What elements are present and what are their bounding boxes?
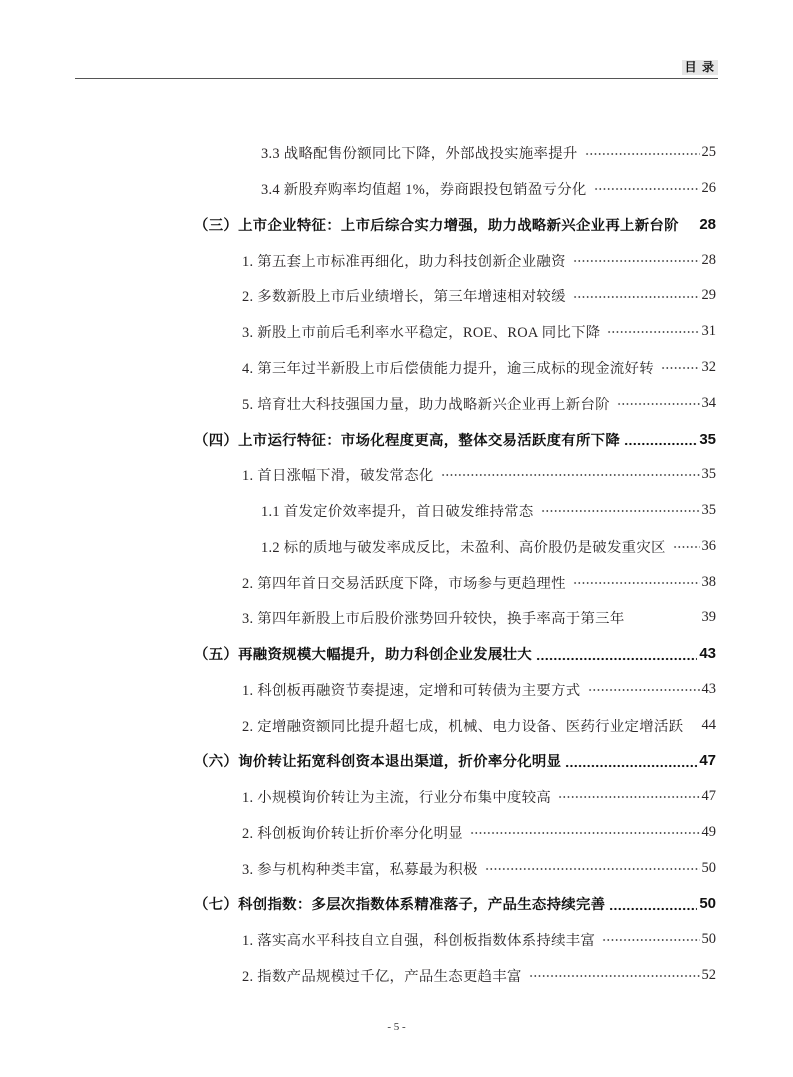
- toc-entry-page: 50: [701, 931, 716, 948]
- toc-entry[interactable]: [0, 385, 793, 421]
- toc-section-heading[interactable]: [0, 886, 793, 922]
- toc-entry[interactable]: [0, 493, 793, 529]
- toc-leader-dots: [607, 314, 699, 350]
- toc-leader-dots: [470, 815, 700, 851]
- toc-entry-title: 1. 首日涨幅下滑，破发常态化: [242, 468, 434, 485]
- toc-leader-dots: [558, 779, 699, 815]
- toc-leader-dots: [441, 457, 700, 493]
- toc-leader-dots: [573, 564, 700, 600]
- toc-entry[interactable]: [0, 671, 793, 707]
- toc-entry-title: 1. 小规模询价转让为主流，行业分布集中度较高: [242, 790, 552, 807]
- toc-leader-dots: [632, 600, 700, 636]
- toc-entry[interactable]: [0, 457, 793, 493]
- toc-section-heading[interactable]: [0, 636, 793, 672]
- toc-entry-title: 2. 多数新股上市后业绩增长，第三年增速相对较缓: [242, 289, 566, 306]
- toc-leader-dots: [624, 421, 697, 457]
- toc-section-title: （七）科创指数：多层次指数体系精准落子，产品生态持续完善: [194, 897, 606, 914]
- toc-entry-page: 36: [701, 537, 716, 554]
- toc-entry-page: 44: [701, 716, 716, 733]
- toc-entry-title: 5. 培育壮大科技强国力量，助力战略新兴企业再上新台阶: [242, 396, 610, 413]
- toc-entry-title: 2. 科创板询价转让折价率分化明显: [242, 825, 463, 842]
- toc-entry[interactable]: [0, 278, 793, 314]
- toc-leader-dots: [588, 671, 700, 707]
- toc-entry-title: 1. 第五套上市标准再细化，助力科技创新企业融资: [242, 253, 566, 270]
- toc-entry-page: 28: [701, 251, 716, 268]
- toc-entry[interactable]: [0, 779, 793, 815]
- toc-leader-dots: [541, 493, 700, 529]
- toc-entry[interactable]: [0, 815, 793, 851]
- toc-entry-title: 3. 新股上市前后毛利率水平稳定，ROE、ROA 同比下降: [242, 325, 601, 342]
- toc-entry[interactable]: [0, 135, 793, 171]
- toc-section-page: 35: [699, 430, 716, 448]
- toc-entry-page: 38: [701, 573, 716, 590]
- toc-leader-dots: [690, 707, 699, 743]
- toc-section-page: 47: [699, 752, 716, 770]
- toc-entry-title: 1. 落实高水平科技自立自强，科创板指数体系持续丰富: [242, 933, 596, 950]
- toc-entry[interactable]: [0, 958, 793, 994]
- toc-entry-title: 2. 定增融资额同比提升超七成，机械、电力设备、医药行业定增活跃: [242, 718, 684, 735]
- toc-section-page: 50: [699, 895, 716, 913]
- toc-section-title: （四）上市运行特征：市场化程度更高，整体交易活跃度有所下降: [194, 432, 621, 449]
- toc-section-title: （六）询价转让拓宽科创资本退出渠道，折价率分化明显: [194, 754, 562, 771]
- toc-entry-title: 2. 第四年首日交易活跃度下降，市场参与更趋理性: [242, 575, 566, 592]
- toc-entry[interactable]: [0, 922, 793, 958]
- toc-leader-dots: [565, 743, 697, 779]
- header-divider: [75, 78, 718, 79]
- toc-entry-title: 3.3 战略配售份额同比下降，外部战投实施率提升: [261, 146, 578, 163]
- toc-section-title: （三）上市企业特征：上市后综合实力增强，助力战略新兴企业再上新台阶: [194, 217, 679, 234]
- toc-leader-dots: [585, 135, 700, 171]
- toc-entry-page: 47: [701, 788, 716, 805]
- toc-section-page: 43: [699, 645, 716, 663]
- page-number-footer: - 5 -: [387, 1021, 406, 1033]
- toc-entry-page: 52: [701, 966, 716, 983]
- toc-entry-title: 2. 指数产品规模过千亿，产品生态更趋丰富: [242, 968, 522, 985]
- toc-entry-page: 25: [701, 144, 716, 161]
- toc-entry-title: 1.1 首发定价效率提升，首日破发维持常态: [261, 504, 534, 521]
- toc-leader-dots: [529, 958, 700, 994]
- toc-entry-page: 49: [701, 823, 716, 840]
- toc-entry-page: 39: [701, 609, 716, 626]
- toc-leader-dots: [661, 350, 700, 386]
- toc-leader-dots: [573, 242, 700, 278]
- toc-entry-title: 1.2 标的质地与破发率成反比，未盈利、高价股仍是破发重灾区: [261, 539, 666, 556]
- toc-entry-title: 1. 科创板再融资节奏提速，定增和可转债为主要方式: [242, 682, 581, 699]
- toc-entry-page: 35: [701, 466, 716, 483]
- toc-entry-title: 3. 第四年新股上市后股价涨势回升较快，换手率高于第三年: [242, 611, 625, 628]
- toc-entry-page: 43: [701, 680, 716, 697]
- toc-section-heading[interactable]: [0, 743, 793, 779]
- toc-entry-page: 34: [701, 394, 716, 411]
- toc-leader-dots: [609, 886, 697, 922]
- toc-entry[interactable]: [0, 242, 793, 278]
- toc-leader-dots: [602, 922, 699, 958]
- toc-entry-page: 31: [701, 323, 716, 340]
- toc-entry[interactable]: [0, 350, 793, 386]
- toc-entry-page: 32: [701, 358, 716, 375]
- toc-leader-dots: [594, 171, 700, 207]
- toc-leader-dots: [485, 850, 700, 886]
- toc-entry-title: 3. 参与机构种类丰富，私募最为积极: [242, 861, 478, 878]
- toc-section-heading[interactable]: [0, 207, 793, 243]
- toc-entry-page: 50: [701, 859, 716, 876]
- toc-leader-dots: [617, 385, 700, 421]
- toc-entry[interactable]: [0, 850, 793, 886]
- toc-entry-page: 35: [701, 502, 716, 519]
- toc-entry[interactable]: [0, 314, 793, 350]
- toc-section-page: 28: [699, 215, 716, 233]
- toc-section-title: （五）再融资规模大幅提升，助力科创企业发展壮大: [194, 647, 532, 664]
- toc-entry-page: 26: [701, 180, 716, 197]
- toc-leader-dots: [673, 528, 700, 564]
- toc-entry[interactable]: [0, 564, 793, 600]
- toc-leader-dots: [573, 278, 700, 314]
- toc-entry-title: 4. 第三年过半新股上市后偿债能力提升，逾三成标的现金流好转: [242, 360, 654, 377]
- toc-leader-dots: [536, 636, 697, 672]
- toc-section-heading[interactable]: [0, 421, 793, 457]
- toc-entry[interactable]: [0, 600, 793, 636]
- page-header-title: 目 录: [682, 60, 718, 75]
- table-of-contents: [0, 135, 793, 993]
- toc-entry-title: 3.4 新股弃购率均值超 1%，券商跟投包销盈亏分化: [261, 182, 587, 199]
- toc-leader-dots: [683, 207, 698, 243]
- toc-entry[interactable]: [0, 707, 793, 743]
- toc-entry[interactable]: [0, 528, 793, 564]
- toc-entry[interactable]: [0, 171, 793, 207]
- toc-entry-page: 29: [701, 287, 716, 304]
